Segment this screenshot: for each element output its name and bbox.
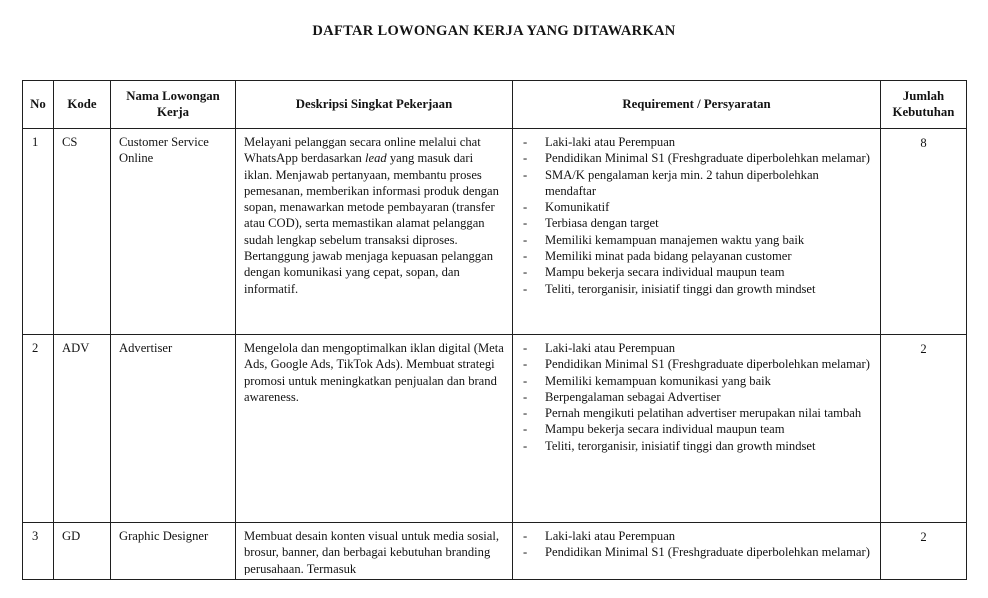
job-description: Melayani pelanggan secara online melalui chat WhatsApp berdasarkan lead yang masuk dari iklan. Menjawab pertanyaan, membantu proses pemesanan, memberikan informasi produk dengan sopan, menawarkan metode pembayaran (transfer atau COD), serta memastikan alamat pelanggan sudah lengkap sebelum transaksi diproses. Bertanggung jawab menjaga kepuasan pelanggan dengan komunikasi yang cepat, sopan, dan informatif.	[244, 135, 499, 296]
cell-no: 3	[23, 523, 54, 580]
col-header-nama: Nama Lowongan Kerja	[111, 81, 236, 129]
requirement-item	[521, 405, 876, 421]
requirement-list	[513, 335, 880, 458]
col-header-kode: Kode	[54, 81, 111, 129]
cell-nama: Advertiser	[111, 335, 236, 523]
cell-deskripsi	[236, 335, 513, 523]
requirement-item	[521, 167, 876, 200]
requirement-text: Memiliki minat pada bidang pelayanan customer	[545, 249, 792, 264]
dash-bullet: -	[523, 341, 528, 355]
requirement-text: Pendidikan Minimal S1 (Freshgraduate diperbolehkan melamar)	[545, 151, 870, 166]
dash-bullet: -	[523, 529, 528, 543]
requirement-item	[521, 281, 876, 297]
requirement-item	[521, 264, 876, 280]
job-description: Membuat desain konten visual untuk media sosial, brosur, banner, dan berbagai kebutuhan branding perusahaan. Termasuk	[244, 529, 499, 575]
requirement-item	[521, 356, 876, 372]
cell-requirements	[513, 129, 881, 335]
requirement-text: Mampu bekerja secara individual maupun team	[545, 265, 785, 280]
dash-bullet: -	[523, 281, 528, 296]
requirement-text: Laki-laki atau Perempuan	[545, 529, 676, 543]
cell-nama: Graphic Designer	[111, 523, 236, 580]
requirement-text: Berpengalaman sebagai Advertiser	[545, 389, 721, 404]
requirement-text: Laki-laki atau Perempuan	[545, 341, 676, 355]
requirement-list	[513, 129, 880, 301]
dash-bullet: -	[523, 200, 528, 215]
dash-bullet: -	[523, 167, 528, 182]
dash-bullet: -	[523, 422, 528, 437]
cell-kode: CS	[54, 129, 111, 335]
requirement-item	[521, 528, 876, 544]
cell-kode: GD	[54, 523, 111, 580]
dash-bullet: -	[523, 357, 528, 372]
requirement-text: Teliti, terorganisir, inisiatif tinggi dan growth mindset	[545, 438, 816, 453]
table-header-row	[23, 81, 967, 129]
dash-bullet: -	[523, 232, 528, 247]
cell-requirements	[513, 335, 881, 523]
col-header-jumlah: Jumlah Kebutuhan	[881, 81, 967, 129]
col-header-deskripsi: Deskripsi Singkat Pekerjaan	[236, 81, 513, 129]
requirement-item	[521, 544, 876, 560]
requirement-item	[521, 150, 876, 166]
requirement-text: SMA/K pengalaman kerja min. 2 tahun diperbolehkan mendaftar	[545, 167, 819, 198]
page-title: DAFTAR LOWONGAN KERJA YANG DITAWARKAN	[312, 23, 676, 39]
dash-bullet: -	[523, 216, 528, 231]
dash-bullet: -	[523, 389, 528, 404]
jumlah-value: 2	[920, 342, 927, 356]
requirement-text: Komunikatif	[545, 200, 610, 215]
cell-kode: ADV	[54, 335, 111, 523]
requirement-text: Laki-laki atau Perempuan	[545, 135, 676, 149]
cell-deskripsi	[236, 129, 513, 335]
jumlah-value: 8	[920, 136, 927, 150]
dash-bullet: -	[523, 438, 528, 453]
job-description: Mengelola dan mengoptimalkan iklan digital (Meta Ads, Google Ads, TikTok Ads). Membuat strategi promosi untuk meningkatkan penjualan dan brand awareness.	[244, 341, 504, 404]
requirement-item	[521, 248, 876, 264]
requirement-item	[521, 232, 876, 248]
requirement-text: Mampu bekerja secara individual maupun team	[545, 422, 785, 437]
requirement-item	[521, 421, 876, 437]
dash-bullet: -	[523, 265, 528, 280]
dash-bullet: -	[523, 406, 528, 421]
requirement-text: Memiliki kemampuan manajemen waktu yang baik	[545, 232, 805, 247]
requirement-text: Pendidikan Minimal S1 (Freshgraduate diperbolehkan melamar)	[545, 545, 870, 560]
requirement-item	[521, 215, 876, 231]
cell-jumlah	[881, 129, 967, 335]
requirement-text: Teliti, terorganisir, inisiatif tinggi dan growth mindset	[545, 281, 816, 296]
table-row	[23, 129, 967, 335]
italic-term: lead	[365, 151, 387, 166]
dash-bullet: -	[523, 151, 528, 166]
requirement-item	[521, 340, 876, 356]
table-row	[23, 335, 967, 523]
dash-bullet: -	[523, 249, 528, 264]
cell-nama: Customer Service Online	[111, 129, 236, 335]
cell-no: 2	[23, 335, 54, 523]
requirement-list	[513, 523, 880, 565]
cell-jumlah	[881, 335, 967, 523]
table-row	[23, 523, 967, 580]
requirement-text: Memiliki kemampuan komunikasi yang baik	[545, 373, 771, 388]
dash-bullet: -	[523, 545, 528, 560]
dash-bullet: -	[523, 135, 528, 149]
requirement-item	[521, 389, 876, 405]
jumlah-value: 2	[920, 530, 927, 544]
requirement-item	[521, 134, 876, 150]
requirement-text: Pendidikan Minimal S1 (Freshgraduate diperbolehkan melamar)	[545, 357, 870, 372]
requirement-text: Terbiasa dengan target	[545, 216, 659, 231]
cell-requirements	[513, 523, 881, 580]
cell-no: 1	[23, 129, 54, 335]
jobs-table	[22, 80, 967, 580]
requirement-item	[521, 438, 876, 454]
cell-jumlah	[881, 523, 967, 580]
requirement-text: Pernah mengikuti pelatihan advertiser merupakan nilai tambah	[545, 406, 862, 421]
col-header-requirement: Requirement / Persyaratan	[513, 81, 881, 129]
cell-deskripsi	[236, 523, 513, 580]
dash-bullet: -	[523, 373, 528, 388]
requirement-item	[521, 373, 876, 389]
requirement-item	[521, 199, 876, 215]
col-header-no: No	[23, 81, 54, 129]
